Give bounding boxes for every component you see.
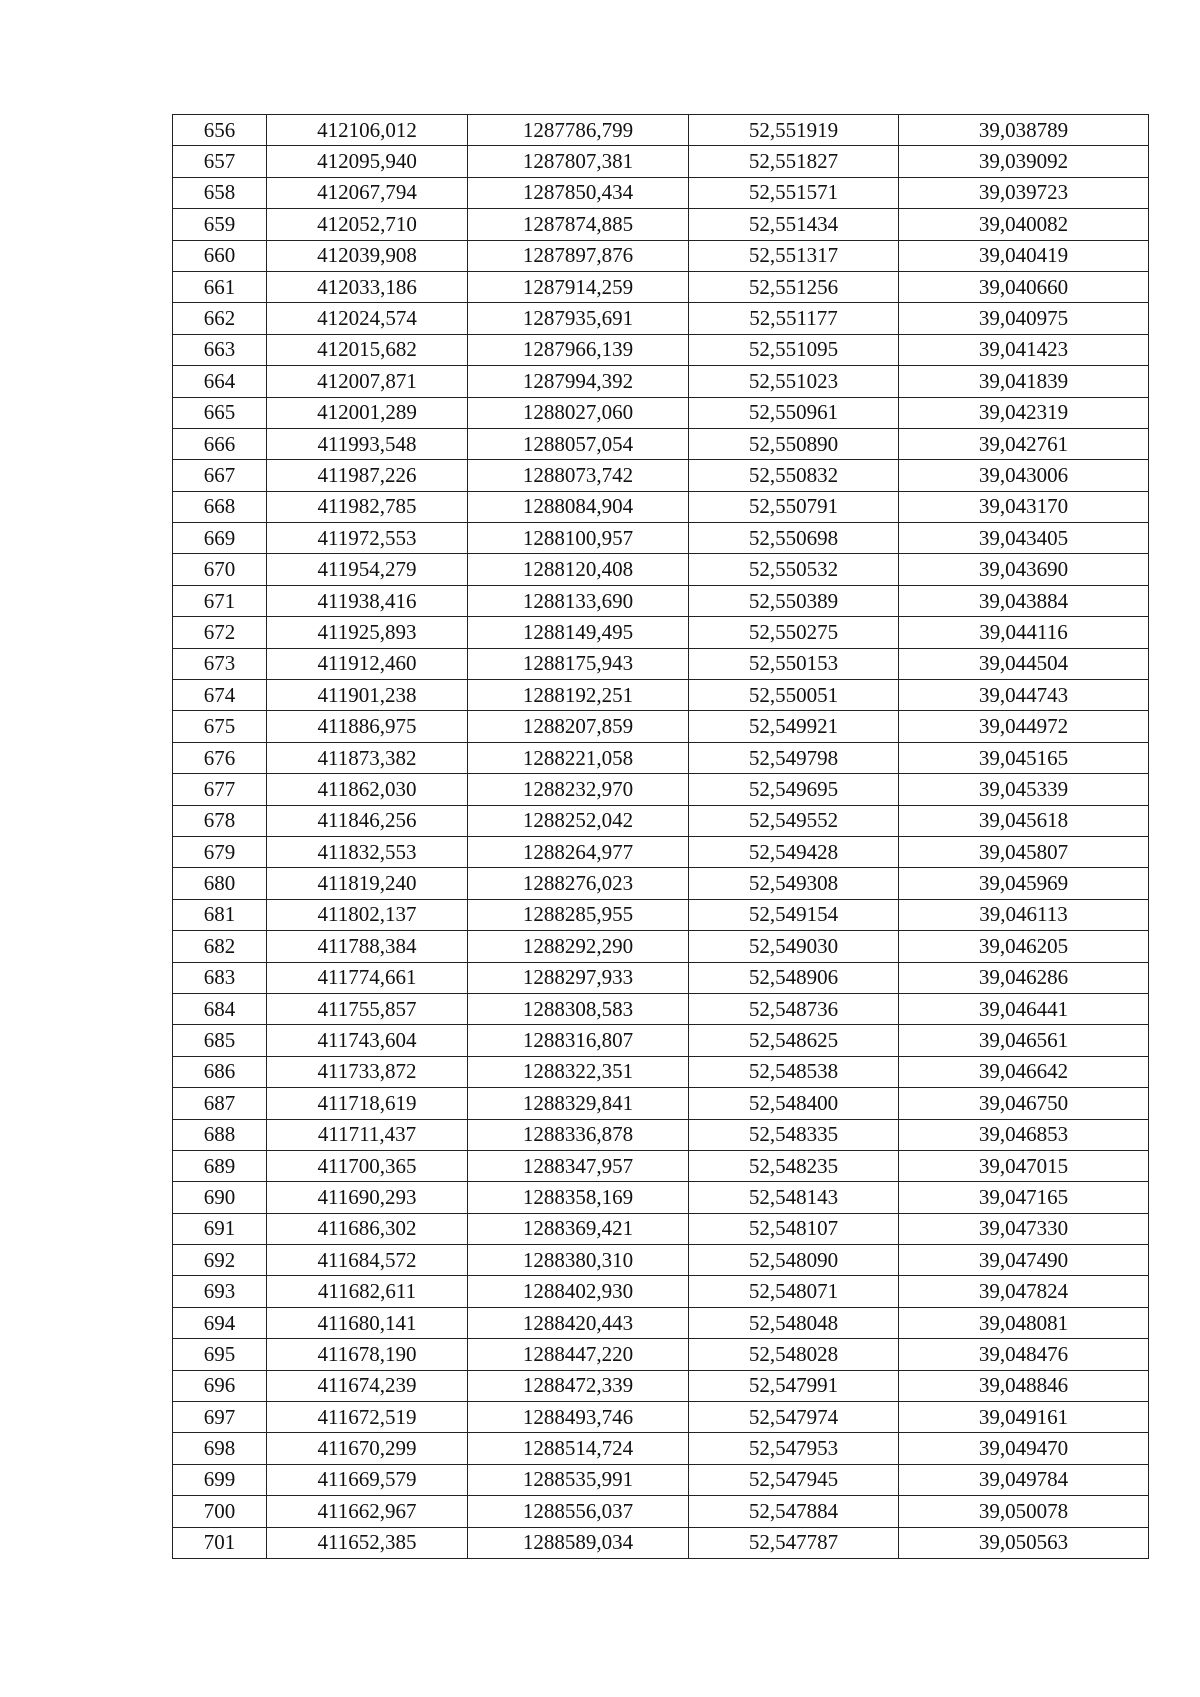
latitude-cell: 52,548143 xyxy=(689,1182,899,1213)
x-coordinate-cell: 411846,256 xyxy=(267,805,468,836)
x-coordinate-cell: 411669,579 xyxy=(267,1464,468,1495)
table-row xyxy=(173,1276,1149,1307)
longitude-cell: 39,042761 xyxy=(899,428,1149,459)
longitude-cell: 39,040082 xyxy=(899,209,1149,240)
longitude-cell: 39,045339 xyxy=(899,774,1149,805)
latitude-cell: 52,547974 xyxy=(689,1402,899,1433)
x-coordinate-cell: 411690,293 xyxy=(267,1182,468,1213)
x-coordinate-cell: 411680,141 xyxy=(267,1307,468,1338)
latitude-cell: 52,549921 xyxy=(689,711,899,742)
point-number-cell: 697 xyxy=(173,1402,267,1433)
y-coordinate-cell: 1287914,259 xyxy=(468,271,689,302)
latitude-cell: 52,549428 xyxy=(689,836,899,867)
table-row xyxy=(173,271,1149,302)
latitude-cell: 52,549154 xyxy=(689,899,899,930)
table-row xyxy=(173,680,1149,711)
longitude-cell: 39,045807 xyxy=(899,836,1149,867)
longitude-cell: 39,046113 xyxy=(899,899,1149,930)
longitude-cell: 39,050078 xyxy=(899,1496,1149,1527)
latitude-cell: 52,551177 xyxy=(689,303,899,334)
latitude-cell: 52,548538 xyxy=(689,1056,899,1087)
latitude-cell: 52,547991 xyxy=(689,1370,899,1401)
longitude-cell: 39,046853 xyxy=(899,1119,1149,1150)
table-row xyxy=(173,1245,1149,1276)
x-coordinate-cell: 411684,572 xyxy=(267,1245,468,1276)
latitude-cell: 52,551827 xyxy=(689,146,899,177)
point-number-cell: 684 xyxy=(173,993,267,1024)
longitude-cell: 39,044116 xyxy=(899,617,1149,648)
point-number-cell: 661 xyxy=(173,271,267,302)
longitude-cell: 39,046205 xyxy=(899,931,1149,962)
longitude-cell: 39,044504 xyxy=(899,648,1149,679)
point-number-cell: 670 xyxy=(173,554,267,585)
latitude-cell: 52,551317 xyxy=(689,240,899,271)
longitude-cell: 39,043170 xyxy=(899,491,1149,522)
x-coordinate-cell: 412106,012 xyxy=(267,115,468,146)
y-coordinate-cell: 1288276,023 xyxy=(468,868,689,899)
x-coordinate-cell: 412024,574 xyxy=(267,303,468,334)
table-row xyxy=(173,303,1149,334)
point-number-cell: 673 xyxy=(173,648,267,679)
point-number-cell: 672 xyxy=(173,617,267,648)
longitude-cell: 39,043006 xyxy=(899,460,1149,491)
x-coordinate-cell: 411733,872 xyxy=(267,1056,468,1087)
table-row xyxy=(173,1433,1149,1464)
x-coordinate-cell: 411832,553 xyxy=(267,836,468,867)
x-coordinate-cell: 412052,710 xyxy=(267,209,468,240)
point-number-cell: 698 xyxy=(173,1433,267,1464)
latitude-cell: 52,550153 xyxy=(689,648,899,679)
point-number-cell: 659 xyxy=(173,209,267,240)
latitude-cell: 52,550389 xyxy=(689,585,899,616)
longitude-cell: 39,049470 xyxy=(899,1433,1149,1464)
x-coordinate-cell: 411819,240 xyxy=(267,868,468,899)
x-coordinate-cell: 411925,893 xyxy=(267,617,468,648)
latitude-cell: 52,548906 xyxy=(689,962,899,993)
table-row xyxy=(173,1339,1149,1370)
latitude-cell: 52,550698 xyxy=(689,523,899,554)
point-number-cell: 666 xyxy=(173,428,267,459)
y-coordinate-cell: 1287935,691 xyxy=(468,303,689,334)
longitude-cell: 39,048846 xyxy=(899,1370,1149,1401)
longitude-cell: 39,048476 xyxy=(899,1339,1149,1370)
point-number-cell: 680 xyxy=(173,868,267,899)
point-number-cell: 685 xyxy=(173,1025,267,1056)
longitude-cell: 39,043884 xyxy=(899,585,1149,616)
point-number-cell: 665 xyxy=(173,397,267,428)
table-row xyxy=(173,366,1149,397)
x-coordinate-cell: 411788,384 xyxy=(267,931,468,962)
point-number-cell: 669 xyxy=(173,523,267,554)
point-number-cell: 699 xyxy=(173,1464,267,1495)
table-row xyxy=(173,1464,1149,1495)
latitude-cell: 52,548235 xyxy=(689,1150,899,1181)
point-number-cell: 693 xyxy=(173,1276,267,1307)
point-number-cell: 675 xyxy=(173,711,267,742)
point-number-cell: 701 xyxy=(173,1527,267,1558)
latitude-cell: 52,550791 xyxy=(689,491,899,522)
x-coordinate-cell: 411862,030 xyxy=(267,774,468,805)
longitude-cell: 39,039723 xyxy=(899,177,1149,208)
y-coordinate-cell: 1288057,054 xyxy=(468,428,689,459)
y-coordinate-cell: 1288175,943 xyxy=(468,648,689,679)
latitude-cell: 52,548071 xyxy=(689,1276,899,1307)
point-number-cell: 662 xyxy=(173,303,267,334)
x-coordinate-cell: 411755,857 xyxy=(267,993,468,1024)
table-row xyxy=(173,209,1149,240)
table-row xyxy=(173,585,1149,616)
point-number-cell: 660 xyxy=(173,240,267,271)
y-coordinate-cell: 1287994,392 xyxy=(468,366,689,397)
y-coordinate-cell: 1288073,742 xyxy=(468,460,689,491)
longitude-cell: 39,047015 xyxy=(899,1150,1149,1181)
y-coordinate-cell: 1287874,885 xyxy=(468,209,689,240)
point-number-cell: 668 xyxy=(173,491,267,522)
table-row xyxy=(173,868,1149,899)
latitude-cell: 52,551095 xyxy=(689,334,899,365)
y-coordinate-cell: 1288192,251 xyxy=(468,680,689,711)
table-row xyxy=(173,428,1149,459)
y-coordinate-cell: 1288297,933 xyxy=(468,962,689,993)
point-number-cell: 674 xyxy=(173,680,267,711)
latitude-cell: 52,549695 xyxy=(689,774,899,805)
y-coordinate-cell: 1288264,977 xyxy=(468,836,689,867)
y-coordinate-cell: 1288420,443 xyxy=(468,1307,689,1338)
y-coordinate-cell: 1288347,957 xyxy=(468,1150,689,1181)
y-coordinate-cell: 1288100,957 xyxy=(468,523,689,554)
latitude-cell: 52,548028 xyxy=(689,1339,899,1370)
point-number-cell: 700 xyxy=(173,1496,267,1527)
x-coordinate-cell: 411802,137 xyxy=(267,899,468,930)
table-row xyxy=(173,774,1149,805)
y-coordinate-cell: 1288447,220 xyxy=(468,1339,689,1370)
point-number-cell: 678 xyxy=(173,805,267,836)
table-row xyxy=(173,1025,1149,1056)
latitude-cell: 52,550890 xyxy=(689,428,899,459)
document-page xyxy=(172,114,1148,1559)
longitude-cell: 39,045165 xyxy=(899,742,1149,773)
table-row xyxy=(173,334,1149,365)
point-number-cell: 679 xyxy=(173,836,267,867)
x-coordinate-cell: 411718,619 xyxy=(267,1088,468,1119)
y-coordinate-cell: 1288493,746 xyxy=(468,1402,689,1433)
latitude-cell: 52,548335 xyxy=(689,1119,899,1150)
table-row xyxy=(173,899,1149,930)
y-coordinate-cell: 1288556,037 xyxy=(468,1496,689,1527)
y-coordinate-cell: 1288133,690 xyxy=(468,585,689,616)
x-coordinate-cell: 411711,437 xyxy=(267,1119,468,1150)
longitude-cell: 39,047330 xyxy=(899,1213,1149,1244)
latitude-cell: 52,548736 xyxy=(689,993,899,1024)
y-coordinate-cell: 1288316,807 xyxy=(468,1025,689,1056)
point-number-cell: 687 xyxy=(173,1088,267,1119)
x-coordinate-cell: 411873,382 xyxy=(267,742,468,773)
point-number-cell: 676 xyxy=(173,742,267,773)
y-coordinate-cell: 1288358,169 xyxy=(468,1182,689,1213)
y-coordinate-cell: 1288285,955 xyxy=(468,899,689,930)
latitude-cell: 52,550532 xyxy=(689,554,899,585)
longitude-cell: 39,049161 xyxy=(899,1402,1149,1433)
point-number-cell: 682 xyxy=(173,931,267,962)
longitude-cell: 39,046642 xyxy=(899,1056,1149,1087)
y-coordinate-cell: 1288402,930 xyxy=(468,1276,689,1307)
latitude-cell: 52,548107 xyxy=(689,1213,899,1244)
y-coordinate-cell: 1288027,060 xyxy=(468,397,689,428)
x-coordinate-cell: 411938,416 xyxy=(267,585,468,616)
table-row xyxy=(173,240,1149,271)
longitude-cell: 39,043405 xyxy=(899,523,1149,554)
x-coordinate-cell: 411774,661 xyxy=(267,962,468,993)
point-number-cell: 696 xyxy=(173,1370,267,1401)
longitude-cell: 39,046561 xyxy=(899,1025,1149,1056)
table-row xyxy=(173,1056,1149,1087)
longitude-cell: 39,042319 xyxy=(899,397,1149,428)
x-coordinate-cell: 411993,548 xyxy=(267,428,468,459)
longitude-cell: 39,047824 xyxy=(899,1276,1149,1307)
latitude-cell: 52,548625 xyxy=(689,1025,899,1056)
x-coordinate-cell: 411972,553 xyxy=(267,523,468,554)
x-coordinate-cell: 411982,785 xyxy=(267,491,468,522)
point-number-cell: 658 xyxy=(173,177,267,208)
x-coordinate-cell: 411678,190 xyxy=(267,1339,468,1370)
table-row xyxy=(173,1088,1149,1119)
table-row xyxy=(173,962,1149,993)
y-coordinate-cell: 1288369,421 xyxy=(468,1213,689,1244)
longitude-cell: 39,046286 xyxy=(899,962,1149,993)
x-coordinate-cell: 411901,238 xyxy=(267,680,468,711)
y-coordinate-cell: 1288535,991 xyxy=(468,1464,689,1495)
point-number-cell: 689 xyxy=(173,1150,267,1181)
y-coordinate-cell: 1288221,058 xyxy=(468,742,689,773)
y-coordinate-cell: 1288589,034 xyxy=(468,1527,689,1558)
x-coordinate-cell: 412095,940 xyxy=(267,146,468,177)
table-row xyxy=(173,617,1149,648)
latitude-cell: 52,551919 xyxy=(689,115,899,146)
latitude-cell: 52,550832 xyxy=(689,460,899,491)
longitude-cell: 39,039092 xyxy=(899,146,1149,177)
table-row xyxy=(173,397,1149,428)
coordinates-table-body xyxy=(173,115,1149,1559)
x-coordinate-cell: 411700,365 xyxy=(267,1150,468,1181)
longitude-cell: 39,041423 xyxy=(899,334,1149,365)
point-number-cell: 690 xyxy=(173,1182,267,1213)
y-coordinate-cell: 1287897,876 xyxy=(468,240,689,271)
longitude-cell: 39,050563 xyxy=(899,1527,1149,1558)
latitude-cell: 52,549030 xyxy=(689,931,899,962)
longitude-cell: 39,043690 xyxy=(899,554,1149,585)
y-coordinate-cell: 1288336,878 xyxy=(468,1119,689,1150)
longitude-cell: 39,047490 xyxy=(899,1245,1149,1276)
latitude-cell: 52,548400 xyxy=(689,1088,899,1119)
longitude-cell: 39,048081 xyxy=(899,1307,1149,1338)
latitude-cell: 52,547945 xyxy=(689,1464,899,1495)
y-coordinate-cell: 1287807,381 xyxy=(468,146,689,177)
table-row xyxy=(173,836,1149,867)
y-coordinate-cell: 1288322,351 xyxy=(468,1056,689,1087)
x-coordinate-cell: 411886,975 xyxy=(267,711,468,742)
longitude-cell: 39,040419 xyxy=(899,240,1149,271)
point-number-cell: 677 xyxy=(173,774,267,805)
table-row xyxy=(173,711,1149,742)
table-row xyxy=(173,648,1149,679)
longitude-cell: 39,038789 xyxy=(899,115,1149,146)
table-row xyxy=(173,1150,1149,1181)
longitude-cell: 39,049784 xyxy=(899,1464,1149,1495)
y-coordinate-cell: 1288120,408 xyxy=(468,554,689,585)
table-row xyxy=(173,993,1149,1024)
point-number-cell: 695 xyxy=(173,1339,267,1370)
table-row xyxy=(173,146,1149,177)
x-coordinate-cell: 412039,908 xyxy=(267,240,468,271)
latitude-cell: 52,551571 xyxy=(689,177,899,208)
longitude-cell: 39,046750 xyxy=(899,1088,1149,1119)
latitude-cell: 52,551256 xyxy=(689,271,899,302)
latitude-cell: 52,550051 xyxy=(689,680,899,711)
y-coordinate-cell: 1288084,904 xyxy=(468,491,689,522)
y-coordinate-cell: 1287966,139 xyxy=(468,334,689,365)
y-coordinate-cell: 1288308,583 xyxy=(468,993,689,1024)
latitude-cell: 52,547787 xyxy=(689,1527,899,1558)
point-number-cell: 694 xyxy=(173,1307,267,1338)
y-coordinate-cell: 1288232,970 xyxy=(468,774,689,805)
latitude-cell: 52,548090 xyxy=(689,1245,899,1276)
point-number-cell: 691 xyxy=(173,1213,267,1244)
longitude-cell: 39,044743 xyxy=(899,680,1149,711)
table-row xyxy=(173,1213,1149,1244)
longitude-cell: 39,045618 xyxy=(899,805,1149,836)
point-number-cell: 686 xyxy=(173,1056,267,1087)
y-coordinate-cell: 1288207,859 xyxy=(468,711,689,742)
y-coordinate-cell: 1288149,495 xyxy=(468,617,689,648)
point-number-cell: 671 xyxy=(173,585,267,616)
point-number-cell: 688 xyxy=(173,1119,267,1150)
y-coordinate-cell: 1287850,434 xyxy=(468,177,689,208)
x-coordinate-cell: 411954,279 xyxy=(267,554,468,585)
point-number-cell: 656 xyxy=(173,115,267,146)
y-coordinate-cell: 1288514,724 xyxy=(468,1433,689,1464)
latitude-cell: 52,550961 xyxy=(689,397,899,428)
x-coordinate-cell: 411674,239 xyxy=(267,1370,468,1401)
x-coordinate-cell: 412007,871 xyxy=(267,366,468,397)
x-coordinate-cell: 412015,682 xyxy=(267,334,468,365)
y-coordinate-cell: 1287786,799 xyxy=(468,115,689,146)
point-number-cell: 664 xyxy=(173,366,267,397)
table-row xyxy=(173,1402,1149,1433)
y-coordinate-cell: 1288292,290 xyxy=(468,931,689,962)
latitude-cell: 52,551434 xyxy=(689,209,899,240)
table-row xyxy=(173,1370,1149,1401)
latitude-cell: 52,548048 xyxy=(689,1307,899,1338)
table-row xyxy=(173,491,1149,522)
table-row xyxy=(173,1182,1149,1213)
latitude-cell: 52,550275 xyxy=(689,617,899,648)
y-coordinate-cell: 1288380,310 xyxy=(468,1245,689,1276)
table-row xyxy=(173,554,1149,585)
point-number-cell: 663 xyxy=(173,334,267,365)
x-coordinate-cell: 412001,289 xyxy=(267,397,468,428)
longitude-cell: 39,041839 xyxy=(899,366,1149,397)
table-row xyxy=(173,460,1149,491)
longitude-cell: 39,040975 xyxy=(899,303,1149,334)
longitude-cell: 39,047165 xyxy=(899,1182,1149,1213)
coordinates-table xyxy=(172,114,1149,1559)
x-coordinate-cell: 412033,186 xyxy=(267,271,468,302)
table-row xyxy=(173,177,1149,208)
latitude-cell: 52,547884 xyxy=(689,1496,899,1527)
point-number-cell: 681 xyxy=(173,899,267,930)
point-number-cell: 657 xyxy=(173,146,267,177)
latitude-cell: 52,549552 xyxy=(689,805,899,836)
x-coordinate-cell: 411912,460 xyxy=(267,648,468,679)
x-coordinate-cell: 411670,299 xyxy=(267,1433,468,1464)
x-coordinate-cell: 411662,967 xyxy=(267,1496,468,1527)
longitude-cell: 39,045969 xyxy=(899,868,1149,899)
table-row xyxy=(173,1119,1149,1150)
table-row xyxy=(173,1307,1149,1338)
x-coordinate-cell: 411987,226 xyxy=(267,460,468,491)
point-number-cell: 692 xyxy=(173,1245,267,1276)
table-row xyxy=(173,742,1149,773)
point-number-cell: 683 xyxy=(173,962,267,993)
table-row xyxy=(173,523,1149,554)
point-number-cell: 667 xyxy=(173,460,267,491)
longitude-cell: 39,040660 xyxy=(899,271,1149,302)
latitude-cell: 52,547953 xyxy=(689,1433,899,1464)
y-coordinate-cell: 1288252,042 xyxy=(468,805,689,836)
x-coordinate-cell: 411686,302 xyxy=(267,1213,468,1244)
table-row xyxy=(173,805,1149,836)
latitude-cell: 52,551023 xyxy=(689,366,899,397)
longitude-cell: 39,046441 xyxy=(899,993,1149,1024)
x-coordinate-cell: 411682,611 xyxy=(267,1276,468,1307)
table-row xyxy=(173,1496,1149,1527)
latitude-cell: 52,549308 xyxy=(689,868,899,899)
table-row xyxy=(173,115,1149,146)
latitude-cell: 52,549798 xyxy=(689,742,899,773)
x-coordinate-cell: 411652,385 xyxy=(267,1527,468,1558)
x-coordinate-cell: 411743,604 xyxy=(267,1025,468,1056)
y-coordinate-cell: 1288329,841 xyxy=(468,1088,689,1119)
x-coordinate-cell: 411672,519 xyxy=(267,1402,468,1433)
table-row xyxy=(173,1527,1149,1558)
x-coordinate-cell: 412067,794 xyxy=(267,177,468,208)
table-row xyxy=(173,931,1149,962)
longitude-cell: 39,044972 xyxy=(899,711,1149,742)
y-coordinate-cell: 1288472,339 xyxy=(468,1370,689,1401)
